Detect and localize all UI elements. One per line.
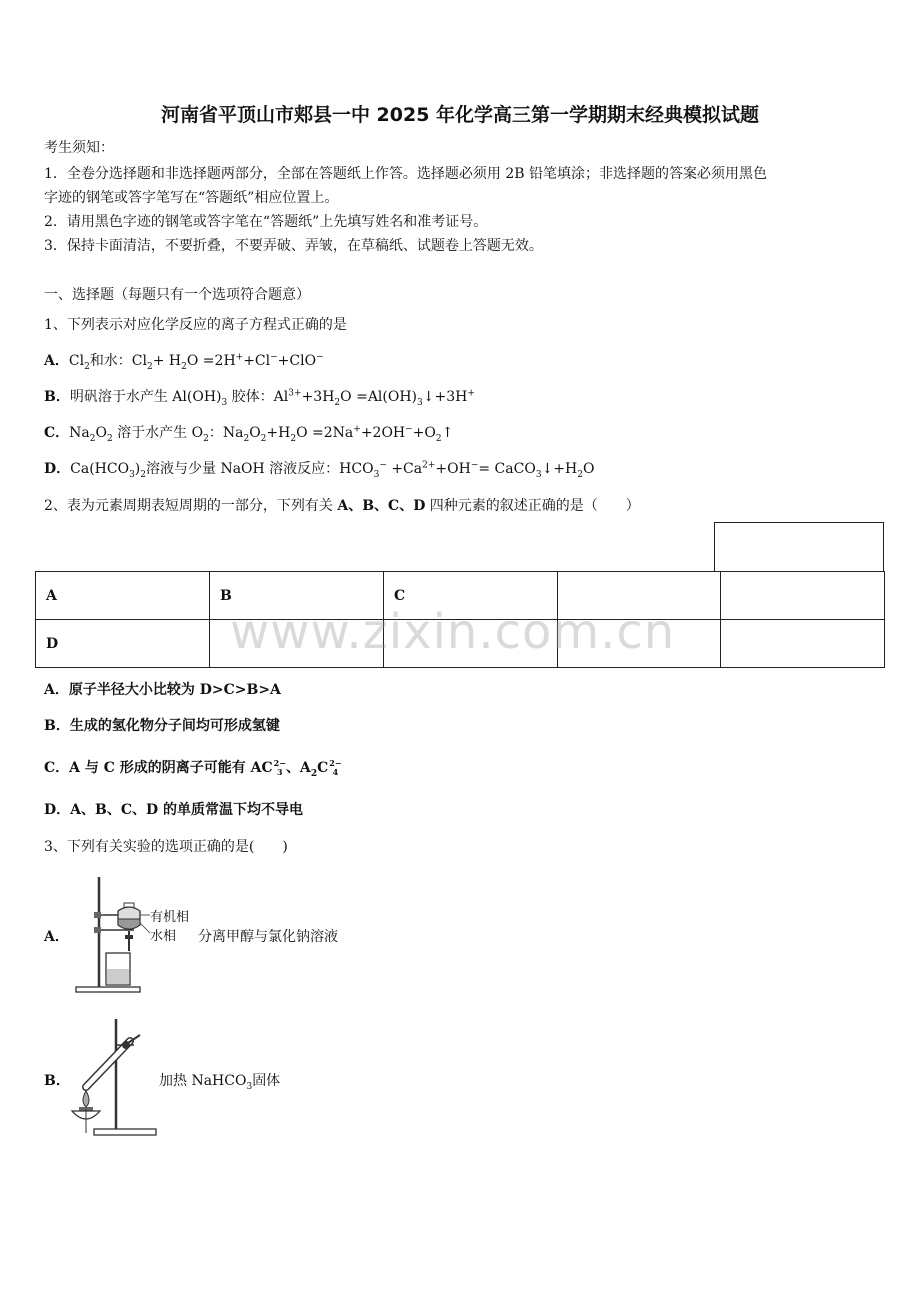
q1-option-c: C．$Na_2O_2$ 溶于水产生 $O_2$：$Na_2O_2+H_2O$ $=2Na^++2OH^-+O_2↑$ — [44, 424, 454, 444]
notice-item-3: 3．保持卡面清洁，不要折叠，不要弄破、弄皱，在草稿纸、试题卷上答题无效。 — [44, 238, 543, 254]
notice-item-2: 2．请用黑色字迹的钢笔或答字笔在“答题纸”上先填写姓名和准考证号。 — [44, 214, 488, 230]
q1-option-b: B．明矾溶于水产生 $Al(OH)_3$ 胶体：$Al^{3+}+3H_2O$ $=Al(OH)_3↓+3H^+$ — [44, 388, 475, 408]
q2-option-b: B．生成的氢化物分子间均可形成氢键 — [44, 718, 280, 734]
table-cell — [721, 572, 885, 620]
q3-option-a-letter: A． — [44, 929, 69, 945]
q3-option-a-text: 分离甲醇与氯化钠溶液 — [198, 929, 338, 945]
q1-option-a: A．$Cl_2$和水：$Cl_2+ H_2O =2H^++Cl^-+ClO^-$ — [44, 352, 324, 372]
label-organic-phase: 有机相 — [150, 910, 190, 925]
watermark: www.zixin.com.cn — [230, 604, 676, 660]
table-top-cell — [714, 522, 884, 571]
q3-option-b-letter: B． — [44, 1073, 70, 1089]
heating-apparatus — [68, 1015, 160, 1139]
table-cell: A — [36, 572, 210, 620]
notice-item-1: 1．全卷分选择题和非选择题两部分，全部在答题纸上作答。选择题必须用 2B 铅笔填涂；非选择题的答案必须用黑色 — [44, 166, 767, 182]
section-heading: 一、选择题（每题只有一个选项符合题意） — [44, 287, 310, 303]
table-cell — [721, 620, 885, 668]
q2-option-d: D．A、B、C、D 的单质常温下均不导电 — [44, 802, 303, 818]
notice-item-1-cont: 字迹的钢笔或答字笔写在“答题纸”相应位置上。 — [44, 190, 339, 206]
q1-option-d: D．$Ca(HCO_3)_2$溶液与少量 NaOH 溶液反应：$HCO_3^- +Ca^{2+}+OH^-=$ $CaCO_3↓+H_2O$ — [44, 460, 595, 480]
table-cell: C — [384, 572, 558, 620]
q1-stem: 1、下列表示对应化学反应的离子方程式正确的是 — [44, 317, 347, 333]
page-title: 河南省平顶山市郏县一中 2025 年化学高三第一学期期末经典模拟试题 — [160, 104, 760, 126]
q3-option-b-text: 加热 NaHCO$_3$固体 — [159, 1073, 281, 1092]
q2-stem: 2、表为元素周期表短周期的一部分，下列有关 A、B、C、D 四种元素的叙述正确的是（ ） — [44, 498, 640, 514]
label-aqueous-phase: 水相 — [150, 929, 177, 944]
q3-stem: 3、下列有关实验的选项正确的是( ) — [44, 839, 288, 855]
table-cell: D — [36, 620, 210, 668]
notice-heading: 考生须知： — [44, 140, 114, 156]
table-cell: B — [210, 572, 384, 620]
q2-option-a: A．原子半径大小比较为 D>C>B>A — [44, 682, 281, 698]
q2-option-c: C．A 与 C 形成的阴离子可能有 AC 2− 3 、$A_2C$ 2− 4 — [44, 758, 342, 779]
